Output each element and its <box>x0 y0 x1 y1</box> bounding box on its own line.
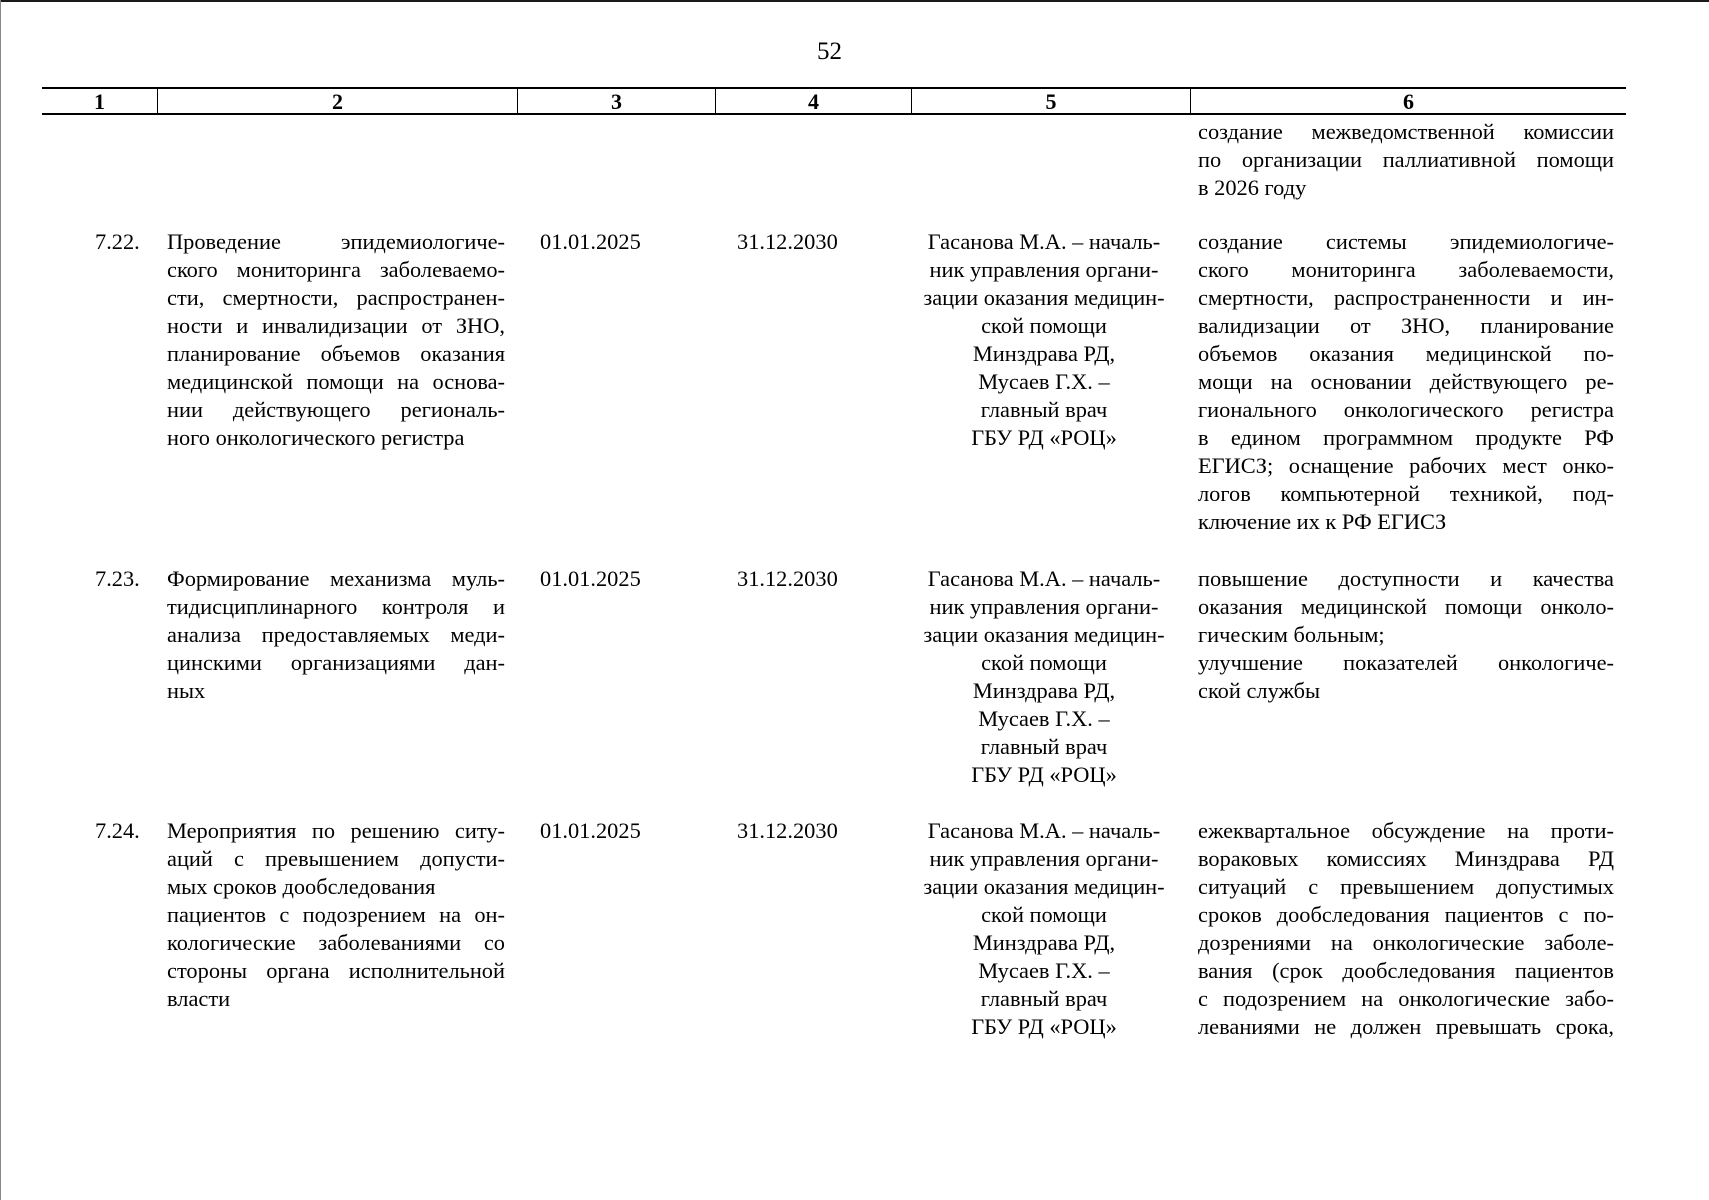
text-line: ник управления органи- <box>929 257 1159 282</box>
text-line: нии действующего региональ- <box>167 397 505 422</box>
header-col-2: 2 <box>157 89 517 113</box>
responsible-persons <box>906 817 1182 1041</box>
text-line: медицинской помощи на основа- <box>167 369 505 394</box>
text-line: повышение доступности и качества <box>1198 566 1614 591</box>
responsible-persons <box>906 565 1182 789</box>
text-line: гическим больным; <box>1198 622 1385 647</box>
text-line: Мусаев Г.Х. – <box>978 706 1110 731</box>
text-line: мощи на основании действующего ре- <box>1198 369 1614 394</box>
text-line: Минздрава РД, <box>972 930 1116 955</box>
text-line: сроков дообследования пациентов с по- <box>1198 902 1614 927</box>
expected-result <box>1198 817 1614 1041</box>
text-line: ской помощи <box>981 650 1107 675</box>
measure-description <box>167 228 505 452</box>
text-line: ник управления органи- <box>929 846 1159 871</box>
text-line: ской помощи <box>981 902 1107 927</box>
row-number: 7.24. <box>95 818 140 843</box>
text-line: по организации паллиативной помощи <box>1198 147 1614 172</box>
text-line: ГБУ РД «РОЦ» <box>971 425 1117 450</box>
text-line: валидизации от ЗНО, планирование <box>1198 313 1614 338</box>
text-line: Проведение эпидемиологиче- <box>167 229 505 254</box>
text-line: зации оказания медицин- <box>923 622 1165 647</box>
text-line: ных <box>167 678 206 703</box>
continuation-col6 <box>1198 118 1614 202</box>
text-line: стороны органа исполнительной <box>167 958 505 983</box>
text-line: вораковых комиссиях Минздрава РД <box>1198 846 1614 871</box>
text-line: кологические заболеваниями со <box>167 930 505 955</box>
text-line: пациентов с подозрением на он- <box>167 902 505 927</box>
text-line: смертности, распространенности и ин- <box>1198 285 1614 310</box>
text-line: ного онкологического регистра <box>167 425 465 450</box>
text-line: с подозрением на онкологические забо- <box>1198 986 1614 1011</box>
text-line: Мусаев Г.Х. – <box>978 369 1110 394</box>
text-line: главный врач <box>980 986 1108 1011</box>
end-date: 31.12.2030 <box>737 818 838 843</box>
header-col-1: 1 <box>94 89 105 114</box>
text-line: ситуаций с превышением допустимых <box>1198 874 1614 899</box>
row-number: 7.22. <box>95 229 140 254</box>
text-line: гионального онкологического регистра <box>1198 397 1614 422</box>
expected-result <box>1198 565 1614 705</box>
text-line: вания (срок дообследования пациентов <box>1198 958 1614 983</box>
text-line: создание межведомственной комиссии <box>1198 119 1614 144</box>
text-line: создание системы эпидемиологиче- <box>1198 229 1614 254</box>
text-line: улучшение показателей онкологиче- <box>1198 650 1614 675</box>
header-col-6: 6 <box>1190 89 1626 113</box>
text-line: тидисциплинарного контроля и <box>167 594 505 619</box>
text-line: ского мониторинга заболеваемо- <box>167 257 505 282</box>
text-line: объемов оказания медицинской по- <box>1198 341 1614 366</box>
text-line: Гасанова М.А. – началь- <box>927 818 1161 843</box>
text-line: логов компьютерной техникой, под- <box>1198 481 1614 506</box>
text-line: Формирование механизма муль- <box>167 566 505 591</box>
page-number: 52 <box>817 38 842 65</box>
text-line: оказания медицинской помощи онколо- <box>1198 594 1614 619</box>
text-line: ГБУ РД «РОЦ» <box>971 1014 1117 1039</box>
text-line: Минздрава РД, <box>972 678 1116 703</box>
page-top-border <box>0 0 1709 2</box>
measure-description <box>167 565 505 705</box>
text-line: Минздрава РД, <box>972 341 1116 366</box>
text-line: Мусаев Г.Х. – <box>978 958 1110 983</box>
text-line: в 2026 году <box>1198 175 1307 200</box>
text-line: ник управления органи- <box>929 594 1159 619</box>
text-line: мых сроков дообследования <box>167 874 436 899</box>
text-line: главный врач <box>980 734 1108 759</box>
responsible-persons <box>906 228 1182 452</box>
text-line: ности и инвалидизации от ЗНО, <box>167 313 505 338</box>
start-date: 01.01.2025 <box>540 566 641 591</box>
row-number: 7.23. <box>95 566 140 591</box>
page-left-border <box>0 0 1 1200</box>
text-line: Гасанова М.А. – началь- <box>927 229 1161 254</box>
text-line: ключение их к РФ ЕГИСЗ <box>1198 509 1447 534</box>
text-line: планирование объемов оказания <box>167 341 505 366</box>
text-line: ского мониторинга заболеваемости, <box>1198 257 1614 282</box>
text-line: ежеквартальное обсуждение на проти- <box>1198 818 1614 843</box>
text-line: анализа предоставляемых меди- <box>167 622 505 647</box>
start-date: 01.01.2025 <box>540 818 641 843</box>
start-date: 01.01.2025 <box>540 229 641 254</box>
text-line: зации оказания медицин- <box>923 874 1165 899</box>
end-date: 31.12.2030 <box>737 229 838 254</box>
text-line: ЕГИСЗ; оснащение рабочих мест онко- <box>1198 453 1614 478</box>
text-line: власти <box>167 986 231 1011</box>
end-date: 31.12.2030 <box>737 566 838 591</box>
text-line: ГБУ РД «РОЦ» <box>971 762 1117 787</box>
header-col-4: 4 <box>715 89 911 113</box>
text-line: Мероприятия по решению ситу- <box>167 818 505 843</box>
expected-result <box>1198 228 1614 536</box>
header-col-3: 3 <box>517 89 715 113</box>
header-col-5: 5 <box>911 89 1190 113</box>
text-line: главный врач <box>980 397 1108 422</box>
measure-description <box>167 817 505 1013</box>
table-header-row <box>42 87 1626 115</box>
text-line: сти, смертности, распространен- <box>167 285 505 310</box>
text-line: зации оказания медицин- <box>923 285 1165 310</box>
text-line: дозрениями на онкологические заболе- <box>1198 930 1614 955</box>
text-line: ской помощи <box>981 313 1107 338</box>
text-line: в едином программном продукте РФ <box>1198 425 1614 450</box>
text-line: леваниями не должен превышать срока, <box>1198 1014 1614 1039</box>
text-line: цинскими организациями дан- <box>167 650 505 675</box>
text-line: ской службы <box>1198 678 1321 703</box>
text-line: аций с превышением допусти- <box>167 846 505 871</box>
text-line: Гасанова М.А. – началь- <box>927 566 1161 591</box>
